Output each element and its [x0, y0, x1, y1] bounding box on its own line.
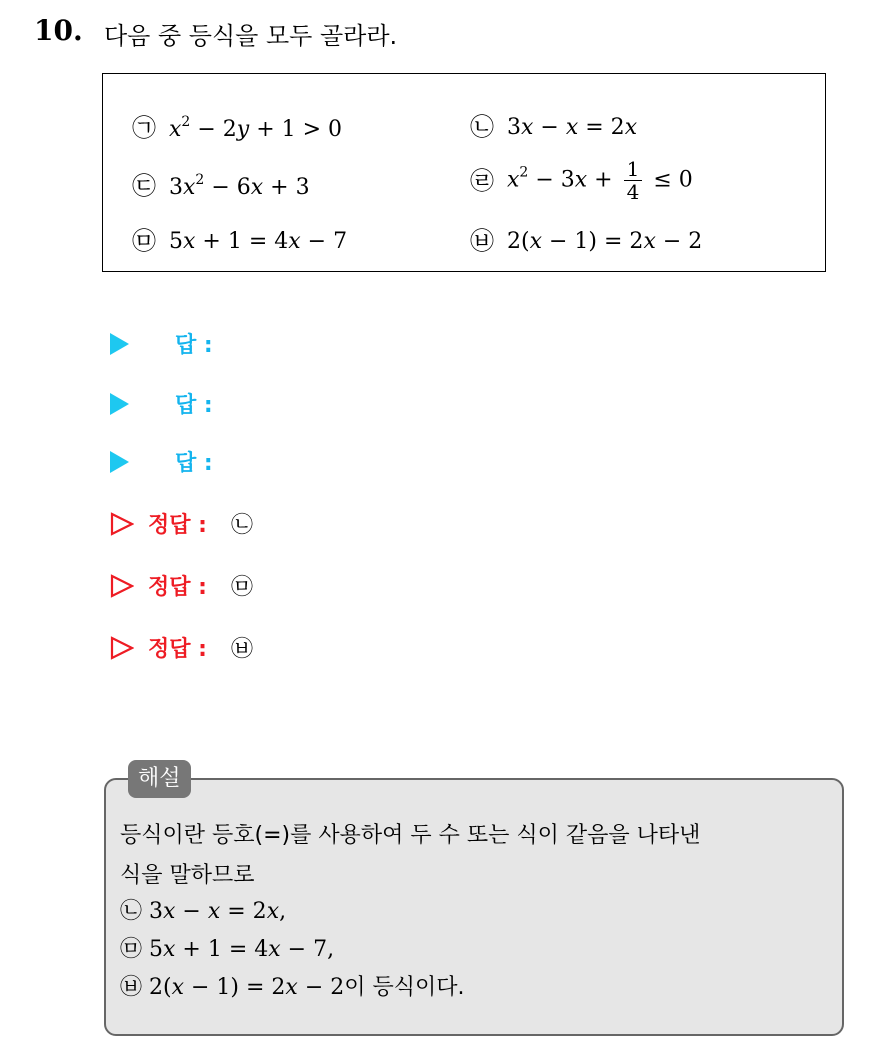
choice-6: [469, 228, 702, 254]
choice-3-mark: ㉢: [132, 172, 156, 200]
choice-5-mark: ㉤: [132, 227, 156, 255]
correct-label: 정답 :: [148, 637, 207, 662]
answer-label: 답 :: [175, 393, 213, 418]
choice-5-expression: 5x + 1 = 4x − 7: [169, 228, 348, 254]
answer-row-3: [110, 446, 213, 477]
choice-3: [131, 172, 310, 200]
explanation-line-4: ㉤ 5x + 1 = 4x − 7,: [120, 937, 335, 962]
play-arrow-icon: [110, 333, 129, 355]
choice-2-expression: 3x − x = 2x: [507, 114, 638, 140]
correct-row-2: [110, 570, 253, 601]
choice-1-mark: ㉠: [132, 114, 156, 142]
play-arrow-icon: [110, 451, 129, 473]
choice-2-mark: ㉡: [470, 113, 494, 141]
explanation-line-5: ㉥ 2(x − 1) = 2x − 2이 등식이다.: [120, 975, 465, 1000]
answer-label: 답 :: [175, 451, 213, 476]
choice-5: [131, 228, 347, 254]
explanation-line-3: ㉡ 3x − x = 2x,: [120, 899, 287, 924]
choice-4-mark: ㉣: [470, 166, 494, 195]
correct-label: 정답 :: [148, 513, 207, 538]
choice-1-expression: $x^2 - 2y + 1 > 0$: [169, 114, 343, 142]
explanation-line-2: 식을 말하므로: [120, 863, 255, 888]
choice-6-mark: ㉥: [470, 227, 494, 255]
outline-arrow-icon: [110, 512, 134, 536]
correct-row-3: [110, 632, 253, 663]
answer-label: 답 :: [175, 333, 213, 358]
outline-arrow-icon: [110, 636, 134, 660]
outline-arrow-icon: [110, 574, 134, 598]
choice-4: [469, 158, 693, 203]
correct-label: 정답 :: [148, 575, 207, 600]
correct-row-1: [110, 508, 253, 539]
question-number: 10.: [34, 14, 83, 47]
explanation-tag: 해설: [128, 760, 191, 798]
choice-1: [131, 114, 342, 142]
question-text: 다음 중 등식을 모두 골라라.: [104, 22, 398, 50]
correct-mark: ㉤: [230, 575, 253, 600]
answer-row-1: [110, 328, 213, 359]
answer-row-2: [110, 388, 213, 419]
choices-box: [102, 73, 826, 272]
choice-3-expression: $3x^2 - 6x + 3$: [169, 172, 310, 200]
play-arrow-icon: [110, 393, 129, 415]
choice-2: [469, 114, 637, 140]
choice-6-expression: 2(x − 1) = 2x − 2: [507, 228, 703, 254]
explanation-line-1: 등식이란 등호(=)를 사용하여 두 수 또는 식이 같음을 나타낸: [120, 823, 701, 848]
choice-4-expression: $x^2 - 3x$ + $\frac{1}{4}$ ≤ 0: [507, 157, 693, 204]
correct-mark: ㉡: [230, 513, 253, 538]
correct-mark: ㉥: [230, 637, 253, 662]
